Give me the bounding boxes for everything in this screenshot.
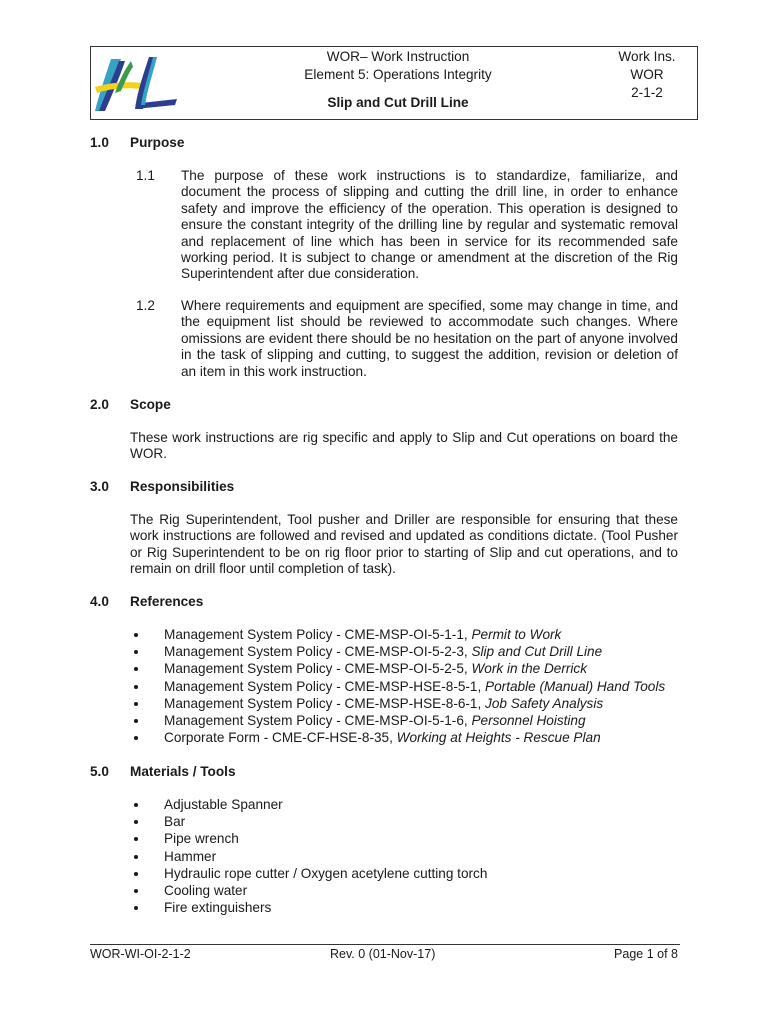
list-item: Management System Policy - CME-MSP-OI-5-2-5, Work in the Derrick [130, 660, 665, 677]
section-heading-purpose: 1.0 Purpose [90, 135, 185, 150]
materials-list [130, 796, 487, 916]
company-logo [91, 47, 183, 119]
list-item: Management System Policy - CME-MSP-OI-5-1-6, Personnel Hoisting [130, 712, 665, 729]
list-item: Bar [130, 813, 487, 830]
footer-page-number: Page 1 of 8 [614, 947, 678, 961]
header-right3: 2-1-2 [631, 85, 663, 100]
subsection-number: 1.1 [136, 168, 155, 183]
footer-divider [90, 944, 680, 945]
purpose-paragraph-1: The purpose of these work instructions is to standardize, familiarize, and document the process of slipping and cutting the drill line, in order to enhance safety and improve the efficiency of the operation. This operation is designed to ensure the constant integrity of the drilling line by regular and systematic removal and replacement of line which has been in service for its recommended safe working period. It is subject to change or amendment at the discretion of the Rig Superintendent after due consideration. [181, 168, 678, 282]
list-item: Hammer [130, 848, 487, 865]
section-heading-materials: 5.0 Materials / Tools [90, 764, 236, 779]
subsection-number: 1.2 [136, 298, 155, 313]
list-item: Management System Policy - CME-MSP-OI-5-1-1, Permit to Work [130, 626, 665, 643]
list-item: Hydraulic rope cutter / Oxygen acetylene cutting torch [130, 865, 487, 882]
section-heading-references: 4.0 References [90, 594, 204, 609]
section-heading-scope: 2.0 Scope [90, 397, 171, 412]
header-box [90, 46, 698, 120]
list-item: Corporate Form - CME-CF-HSE-8-35, Working at Heights - Rescue Plan [130, 729, 665, 746]
responsibilities-paragraph: The Rig Superintendent, Tool pusher and Driller are responsible for ensuring that these work instructions are followed and revised and updated as conditions dictate. (Tool Pusher or Rig Superintendent to be on rig floor prior to starting of Slip and cut operations, and to remain on drill floor until completion of task). [130, 512, 678, 577]
references-list [130, 626, 665, 746]
header-right1: Work Ins. [618, 49, 676, 64]
list-item: Management System Policy - CME-MSP-HSE-8-5-1, Portable (Manual) Hand Tools [130, 678, 665, 695]
list-item: Adjustable Spanner [130, 796, 487, 813]
section-heading-responsibilities: 3.0 Responsibilities [90, 479, 235, 494]
header-line1: WOR– Work Instruction [326, 49, 470, 64]
purpose-paragraph-2: Where requirements and equipment are specified, some may change in time, and the equipment list should be reviewed to accommodate such changes. Where omissions are evident there should be no hesitation on the part of anyone involved in the task of slipping and cutting, to suggest the addition, revision or deletion of an item in this work instruction. [181, 298, 678, 379]
list-item: Fire extinguishers [130, 899, 487, 916]
list-item: Pipe wrench [130, 830, 487, 847]
scope-paragraph: These work instructions are rig specific and apply to Slip and Cut operations on board the WOR. [130, 430, 678, 462]
list-item: Cooling water [130, 882, 487, 899]
footer-revision: Rev. 0 (01-Nov-17) [330, 947, 436, 961]
footer-doc-id: WOR-WI-OI-2-1-2 [90, 947, 191, 961]
header-line2: Element 5: Operations Integrity [304, 67, 492, 82]
list-item: Management System Policy - CME-MSP-HSE-8-6-1, Job Safety Analysis [130, 695, 665, 712]
header-right2: WOR [630, 67, 664, 82]
document-title: Slip and Cut Drill Line [327, 95, 469, 110]
list-item: Management System Policy - CME-MSP-OI-5-2-3, Slip and Cut Drill Line [130, 643, 665, 660]
